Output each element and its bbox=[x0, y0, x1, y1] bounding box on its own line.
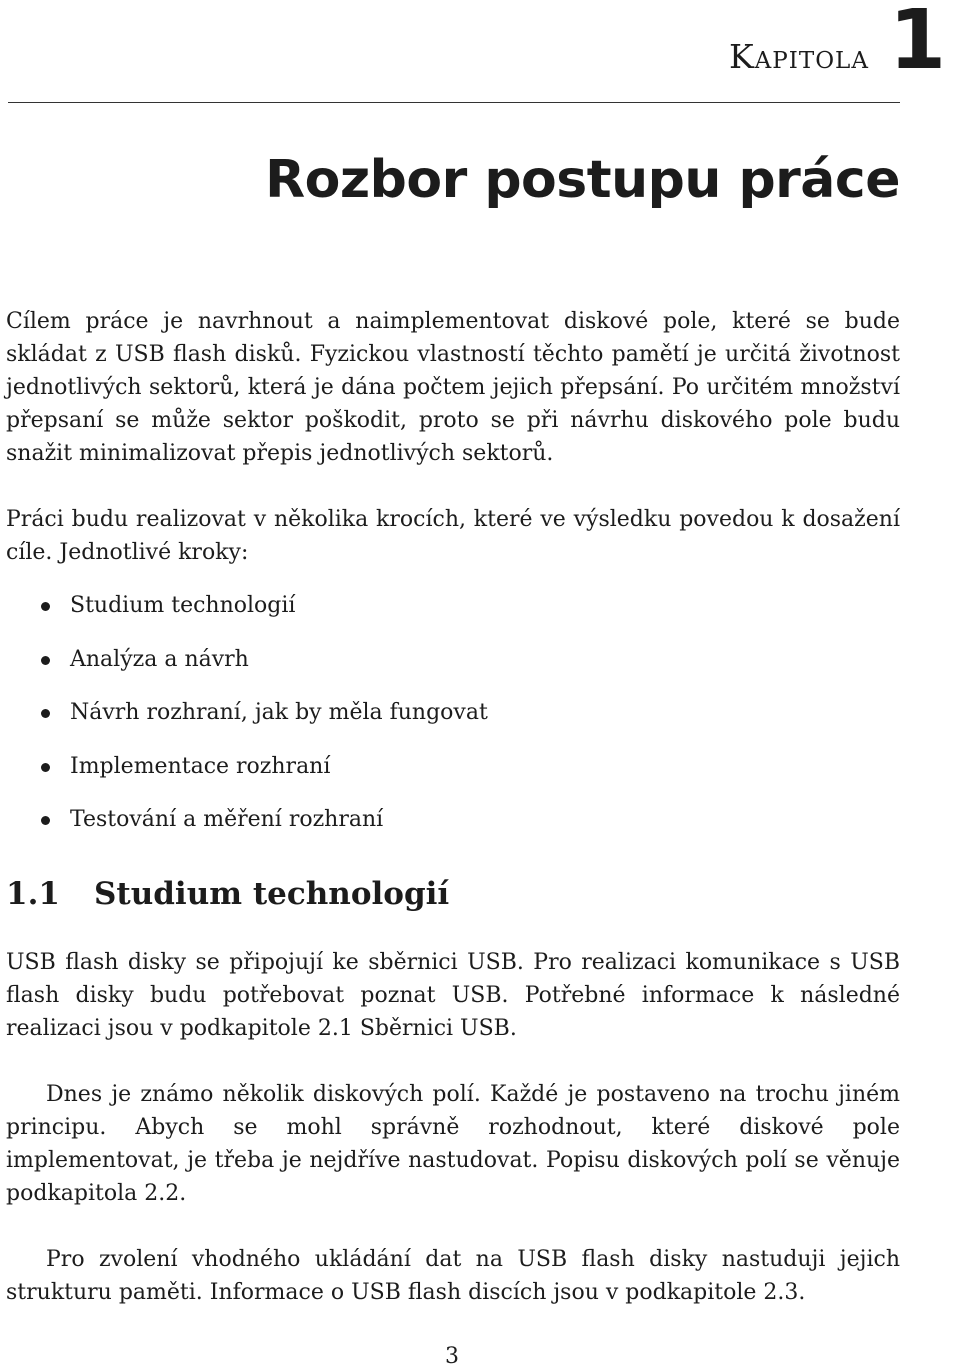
intro-paragraph-2: Práci budu realizovat v několika krocích, které ve výsledku povedou k dosažení cíle. Jednotlivé kroky: bbox=[6, 507, 900, 565]
chapter-title: Rozbor postupu práce bbox=[265, 150, 900, 210]
steps-list bbox=[6, 588, 886, 856]
chapter-heading bbox=[729, 0, 946, 88]
section-paragraph-1: USB flash disky se připojují ke sběrnici USB. Pro realizaci komunikace s USB flash disky budu potřebovat poznat USB. Potřebné informace k následné realizaci jsou v podkapitole 2.1 Sběrnici USB. bbox=[6, 950, 900, 1041]
list-item bbox=[6, 642, 886, 696]
list-item bbox=[6, 588, 886, 642]
list-item bbox=[6, 695, 886, 749]
bullet-icon bbox=[41, 816, 50, 825]
list-item bbox=[6, 802, 886, 856]
list-item-text: Návrh rozhraní, jak by měla fungovat bbox=[70, 700, 488, 725]
section-paragraph-2: Dnes je známo několik diskových polí. Každé je postaveno na trochu jiném principu. Abych se mohl správně rozhodnout, které diskové pole implementovat, je třeba je nejdříve nastudovat. Popisu diskových polí se věnuje podkapitola 2.2. bbox=[6, 1082, 900, 1206]
list-item-text: Implementace rozhraní bbox=[70, 753, 331, 779]
section-number: 1.1 bbox=[6, 876, 60, 912]
bullet-icon bbox=[41, 763, 50, 772]
chapter-label: Kapitola bbox=[729, 37, 869, 76]
chapter-divider bbox=[8, 102, 900, 103]
intro-paragraph-1: Cílem práce je navrhnout a naimplementovat diskové pole, které se bude skládat z USB flash disků. Fyzickou vlastností těchto pamětí je určitá životnost jednotlivých sektorů, která je dána počtem jejich přepsání. Po určitém množství přepsaní se může sektor poškodit, proto se při návrhu diskového pole budu snažit minimalizovat přepis jednotlivých sektorů. bbox=[6, 309, 900, 466]
list-item bbox=[6, 749, 886, 803]
section-heading bbox=[6, 876, 449, 912]
list-item-text: Analýza a návrh bbox=[70, 646, 249, 672]
bullet-icon bbox=[41, 656, 50, 665]
bullet-icon bbox=[41, 709, 50, 718]
section-title: Studium technologií bbox=[94, 876, 450, 912]
list-item-text: Studium technologií bbox=[70, 593, 296, 618]
page-number: 3 bbox=[445, 1344, 459, 1369]
chapter-number: 1 bbox=[888, 0, 946, 88]
list-item-text: Testování a měření rozhraní bbox=[70, 807, 384, 832]
bullet-icon bbox=[41, 602, 50, 611]
section-paragraph-3: Pro zvolení vhodného ukládání dat na USB flash disky nastuduji jejich strukturu paměti. Informace o USB flash discích jsou v podkapitole 2.3. bbox=[6, 1247, 900, 1305]
